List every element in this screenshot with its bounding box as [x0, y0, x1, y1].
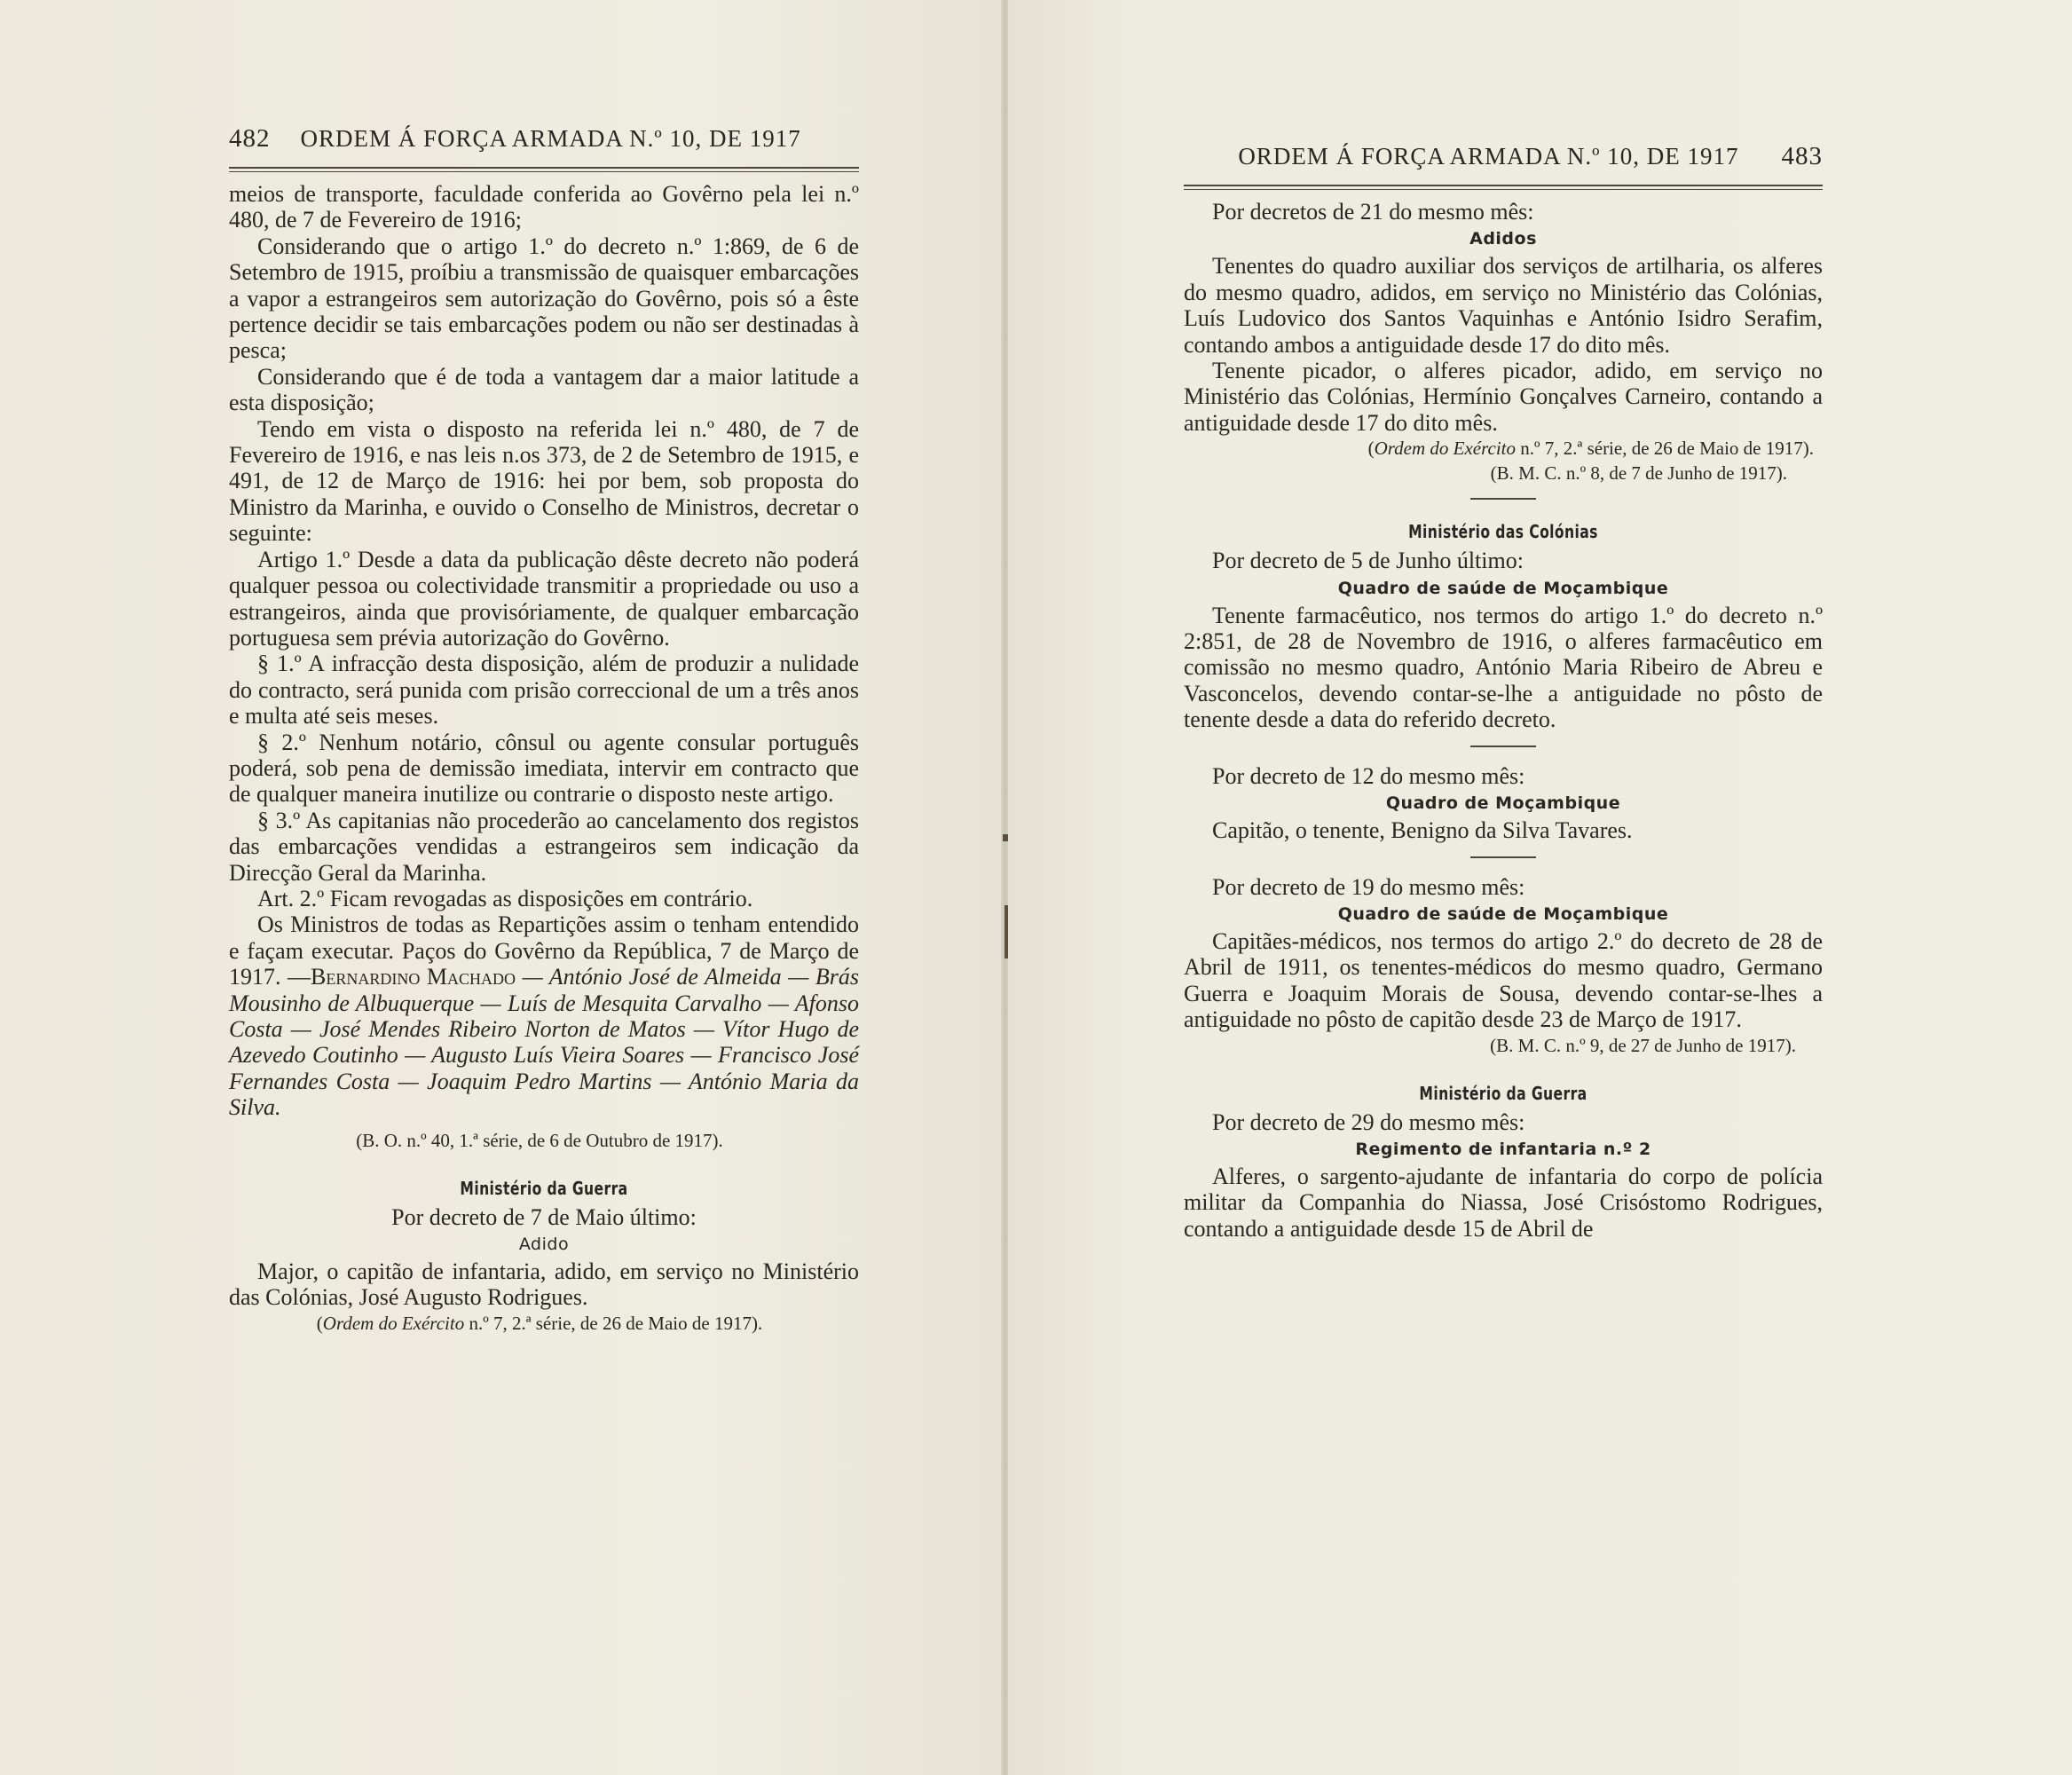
header-double-rule — [229, 167, 859, 172]
header-double-rule — [1184, 185, 1823, 190]
right-page — [1008, 0, 2072, 1775]
subheading: Adidos — [1469, 229, 1537, 249]
source-reference: (Ordem do Exército n.º 7, 2.ª série, de 26 de Maio de 1917). — [1367, 438, 1814, 460]
paragraph: Tenente picador, o alferes picador, adido, em serviço no Ministério das Colónias, Hermínio Gonçalves Carneiro, contando a antiguidade desde 17 do dito mês. — [1184, 358, 1823, 436]
page-number: 482 — [229, 124, 271, 153]
right-running-head — [1184, 142, 1823, 181]
subheading: Quadro de saúde de Moçambique — [1337, 903, 1669, 924]
paragraph: Alferes, o sargento-ajudante de infantaria do corpo de polícia militar da Companhia do Niassa, José Crisóstomo Rodrigues, contando a antiguidade desde 15 de Abril de — [1184, 1163, 1823, 1242]
paragraph: Art. 2.º Ficam revogadas as disposições em contrário. — [257, 885, 753, 911]
paragraph: Capitão, o tenente, Benigno da Silva Tavares. — [1212, 817, 1633, 844]
section-divider — [1470, 498, 1536, 500]
ref-italic: Ordem do Exército — [1374, 438, 1517, 460]
section-divider — [1470, 856, 1536, 858]
ref-rest: n.º 7, 2.ª série, de 26 de Maio de 1917). — [469, 1312, 763, 1334]
decree-line: Por decreto de 5 de Junho último: — [1212, 548, 1524, 574]
section-heading: Ministério da Guerra — [460, 1177, 628, 1199]
left-page-column — [229, 124, 859, 1336]
subheading: Quadro de Moçambique — [1385, 793, 1621, 814]
source-reference: (Ordem do Exército n.º 7, 2.ª série, de 26 de Maio de 1917). — [316, 1312, 763, 1334]
paragraph: § 1.º A infracção desta disposição, além de produzir a nulidade do contracto, será punida com prisão correccional de um a três anos e multa até seis meses. — [229, 651, 859, 730]
paragraph: Tendo em vista o disposto na referida lei n.º 480, de 7 de Fevereiro de 1916, e nas leis n.os 373, de 2 de Setembro de 1915, e 491, de 12 de Março de 1916: hei por bem, sob proposta do Ministro da Marinha, e ouvido o Conselho de Ministros, decretar o seguinte: — [229, 415, 859, 547]
decree-line: Por decreto de 29 do mesmo mês: — [1212, 1108, 1525, 1135]
closing-text: Os Ministros de todas as Repartições assim o tenham entendido e façam executar. Paços do Govêrno da República, 7 de Março de 1917. — — [229, 911, 859, 990]
paragraph: Tenente farmacêutico, nos termos do artigo 1.º do decreto n.º 2:851, de 28 de Novembro de 1916, o alferes farmacêutico em comissão no mesmo quadro, António Maria Ribeiro de Abreu e Vasconcelos, devendo contar-se-lhe a antiguidade no pôsto de tenente desde a data do referido decreto. — [1184, 602, 1823, 733]
ref-rest: n.º 7, 2.ª série, de 26 de Maio de 1917). — [1520, 438, 1814, 460]
signatories: — António José de Almeida — Brás Mousinho de Albuquerque — Luís de Mesquita Carvalho — Afonso Costa — José Mendes Ribeiro Norton de Matos — Vítor Hugo de Azevedo Coutinho — Augusto Luís Vieira Soares — Francisco José Fernandes Costa — Joaquim Pedro Martins — António Maria da Silva. — [229, 964, 859, 1121]
paragraph: Tenentes do quadro auxiliar dos serviços de artilharia, os alferes do mesmo quadro, adidos, em serviço no Ministério das Colónias, Luís Ludovico dos Santos Vaquinhas e António Isidro Serafim, contando ambos a antiguidade desde 17 do dito mês. — [1184, 253, 1823, 358]
left-page — [0, 0, 1004, 1775]
closing-signer: Bernardino Machado — [311, 964, 516, 990]
subheading: Adido — [518, 1235, 570, 1255]
paragraph: § 3.º As capitanias não procederão ao cancelamento dos registos das embarcações vendidas a estrangeiros sem indicação da Direcção Geral da Marinha. — [229, 807, 859, 886]
paragraph: Artigo 1.º Desde a data da publicação dêste decreto não poderá qualquer pessoa ou colectividade transmitir a propriedade ou uso a estrangeiros, ainda que provisóriamente, de qualquer embarcação portuguesa sem prévia autorização do Govêrno. — [229, 546, 859, 651]
paragraph: Capitães-médicos, nos termos do artigo 2.º do decreto de 28 de Abril de 1911, os tenentes-médicos do mesmo quadro, Germano Guerra e Joaquim Morais de Sousa, devendo contar-se-lhes a antiguidade no pôsto de capitão desde 23 de Março de 1917. — [1184, 927, 1823, 1033]
running-title: ORDEM Á FORÇA ARMADA N.º 10, DE 1917 — [300, 125, 801, 152]
source-reference: (B. O. n.º 40, 1.ª série, de 6 de Outubro de 1917). — [356, 1129, 723, 1151]
right-page-column — [1184, 142, 1823, 1242]
decree-line: Por decreto de 19 do mesmo mês: — [1212, 873, 1525, 900]
left-running-head — [229, 124, 859, 163]
section-heading: Ministério das Colónias — [1408, 521, 1598, 543]
decree-line: Por decreto de 12 do mesmo mês: — [1212, 762, 1525, 789]
section-heading: Ministério da Guerra — [1419, 1082, 1587, 1104]
paragraph: meios de transporte, faculdade conferida ao Govêrno pela lei n.º 480, de 7 de Fevereiro de 1916; — [229, 181, 859, 233]
paragraph: Major, o capitão de infantaria, adido, em serviço no Ministério das Colónias, José Augusto Rodrigues. — [229, 1258, 859, 1311]
source-reference: (B. M. C. n.º 9, de 27 de Junho de 1917). — [1490, 1034, 1796, 1056]
page-number: 483 — [1781, 142, 1823, 170]
section-divider — [1470, 746, 1536, 747]
decree-line: Por decretos de 21 do mesmo mês: — [1212, 199, 1534, 225]
subheading: Regimento de infantaria n.º 2 — [1355, 1139, 1651, 1159]
paragraph: Considerando que o artigo 1.º do decreto n.º 1:869, de 6 de Setembro de 1915, proíbiu a transmissão de quaisquer embarcações a vapor a estrangeiros sem autorização do Govêrno, pois só a êste pertence decidir se tais embarcações podem ou não ser destinadas à pesca; — [229, 233, 859, 364]
closing-paragraph — [229, 911, 859, 1120]
decree-line: Por decreto de 7 de Maio último: — [391, 1203, 697, 1230]
ref-italic: Ordem do Exército — [322, 1312, 465, 1334]
paragraph: Considerando que é de toda a vantagem dar a maior latitude a esta disposição; — [229, 363, 859, 416]
source-reference: (B. M. C. n.º 8, de 7 de Junho de 1917). — [1490, 462, 1787, 485]
running-title: ORDEM Á FORÇA ARMADA N.º 10, DE 1917 — [1238, 143, 1739, 170]
paragraph: § 2.º Nenhum notário, cônsul ou agente consular português poderá, sob pena de demissão imediata, intervir em contracto que de qualquer maneira inutilize ou contrarie o disposto neste artigo. — [229, 729, 859, 808]
subheading: Quadro de saúde de Moçambique — [1337, 578, 1669, 598]
